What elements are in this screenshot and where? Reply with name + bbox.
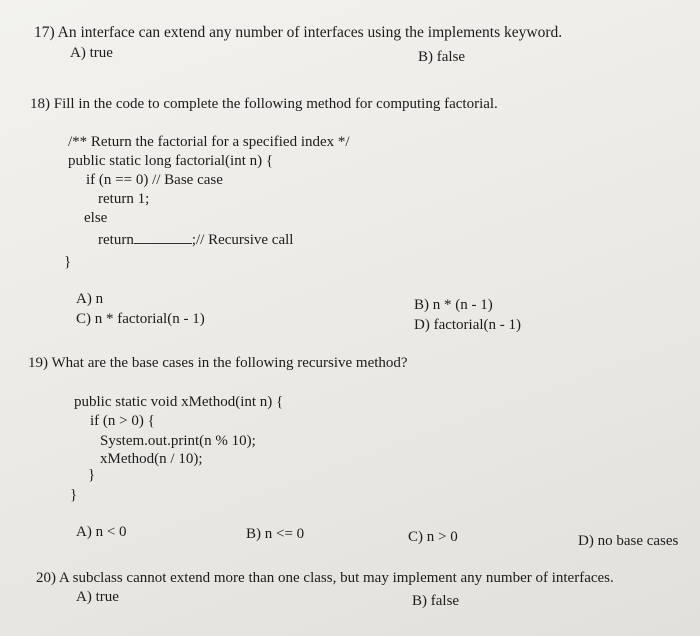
q18-code-close: } bbox=[64, 254, 72, 270]
q19-option-b: B) n <= 0 bbox=[246, 526, 305, 542]
q18-code-comment: /** Return the factorial for a specified index */ bbox=[68, 134, 350, 150]
q18-option-b: B) n * (n - 1) bbox=[414, 297, 493, 313]
q18-code-return1: return 1; bbox=[98, 191, 150, 207]
q19-option-d: D) no base cases bbox=[578, 533, 679, 549]
q19-code-inner-close: } bbox=[88, 467, 96, 483]
q19-code-call: xMethod(n / 10); bbox=[100, 451, 203, 467]
q18-return-keyword: return bbox=[98, 232, 134, 248]
q18-return-comment: ;// Recursive call bbox=[191, 232, 294, 248]
q19-code-print: System.out.print(n % 10); bbox=[100, 433, 256, 449]
q18-code-else: else bbox=[84, 210, 108, 226]
q18-question: 18) Fill in the code to complete the following method for computing factorial. bbox=[30, 96, 498, 112]
q18-code-if: if (n == 0) // Base case bbox=[86, 172, 223, 188]
q19-code-outer-close: } bbox=[70, 487, 78, 503]
q17-question: 17) An interface can extend any number of interfaces using the implements keyword. bbox=[34, 24, 563, 41]
q18-code-return-line bbox=[98, 231, 293, 249]
q18-option-a: A) n bbox=[76, 291, 104, 307]
q18-option-c: C) n * factorial(n - 1) bbox=[76, 311, 205, 327]
q18-option-d: D) factorial(n - 1) bbox=[414, 317, 522, 333]
q18-answer-blank bbox=[134, 231, 192, 244]
q20-option-a: A) true bbox=[76, 589, 119, 605]
q17-option-b: B) false bbox=[418, 49, 466, 65]
q19-code-if: if (n > 0) { bbox=[90, 413, 155, 429]
q20-question: 20) A subclass cannot extend more than one class, but may implement any number of interfaces. bbox=[36, 570, 614, 586]
q19-option-c: C) n > 0 bbox=[408, 529, 458, 545]
q19-option-a: A) n < 0 bbox=[76, 524, 127, 540]
q19-question: 19) What are the base cases in the following recursive method? bbox=[28, 355, 408, 371]
q20-option-b: B) false bbox=[412, 593, 460, 609]
q19-code-signature: public static void xMethod(int n) { bbox=[74, 394, 284, 410]
q18-code-signature: public static long factorial(int n) { bbox=[68, 153, 274, 169]
q17-option-a: A) true bbox=[70, 45, 113, 61]
